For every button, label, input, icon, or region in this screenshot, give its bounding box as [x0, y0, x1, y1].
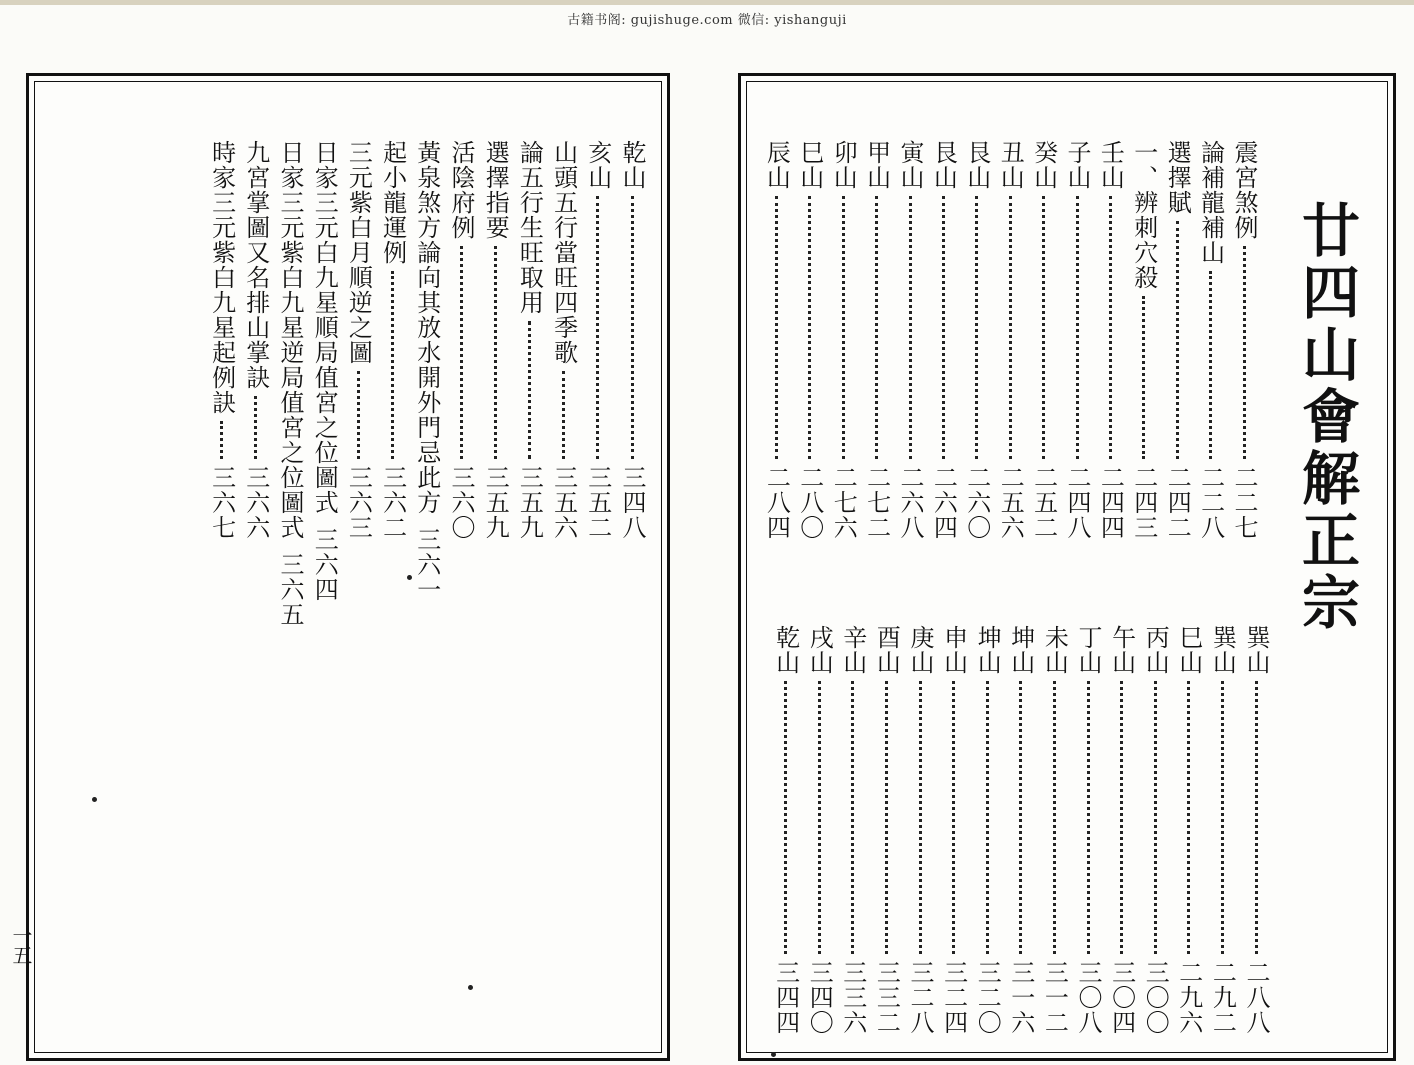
toc-entry-title: 論補龍補山 [1196, 140, 1225, 265]
toc-entry-title: 艮山 [929, 140, 958, 190]
toc-entry-page: 二六四 [929, 465, 958, 540]
dot-leader [1053, 681, 1056, 954]
toc-entry-title: 甲山 [862, 140, 891, 190]
dot-leader [875, 196, 878, 459]
dot-leader [919, 681, 922, 954]
toc-entry-title: 一、辨刺穴殺 [1129, 140, 1158, 290]
dot-leader [952, 681, 955, 954]
toc-entry-page: 三二四 [939, 960, 968, 1035]
toc-entry-page: 三四〇 [805, 960, 834, 1035]
dot-leader [775, 196, 778, 459]
book-title: 廿四山會解正宗 [1292, 200, 1360, 634]
dot-leader [842, 196, 845, 459]
toc-entry [1129, 140, 1158, 540]
ink-speck [468, 985, 473, 990]
dot-leader [631, 196, 634, 459]
toc-entry [939, 625, 968, 1035]
toc-entry-page: 三六七 [207, 465, 236, 540]
toc-entry-page: 三六〇 [447, 465, 475, 540]
toc-entry [481, 140, 510, 540]
toc-entry-page: 三三二 [872, 960, 901, 1035]
toc-entry-title: 時家三元紫白九星起例訣 [207, 140, 236, 415]
toc-entry-title: 戌山 [805, 625, 834, 675]
toc-entry-page: 三二八 [906, 960, 934, 1035]
dot-leader [885, 681, 888, 954]
dot-leader [975, 196, 978, 459]
toc-entry [1208, 625, 1237, 1035]
toc-entry-title: 寅山 [896, 140, 924, 190]
toc-entry-title: 選擇賦 [1163, 140, 1192, 215]
toc-entry-title: 日家三元白九星順局值宮之位圖式 [310, 140, 339, 515]
dot-leader [1087, 681, 1090, 954]
dot-leader [596, 196, 599, 459]
toc-entry-page: 二二七 [1230, 465, 1258, 540]
toc-entry [929, 140, 958, 540]
dot-leader [851, 681, 854, 954]
toc-entry-title: 巳山 [1174, 625, 1203, 675]
toc-entry-page: 二八四 [762, 465, 791, 540]
dot-leader [528, 321, 531, 459]
page-number: 一五 [9, 925, 33, 965]
dot-leader [1009, 196, 1012, 459]
toc-entry-title: 坤山 [1006, 625, 1035, 675]
dot-leader [1176, 221, 1179, 459]
dot-leader [254, 396, 257, 459]
toc-entry-page: 二八〇 [795, 465, 824, 540]
toc-entry [207, 140, 236, 540]
toc-entry-title: 坤山 [973, 625, 1002, 675]
toc-entry-title: 壬山 [1096, 140, 1125, 190]
toc-entry-page: 三五六 [549, 465, 578, 540]
toc-entry-title: 巳山 [795, 140, 824, 190]
toc-entry-page: 三四四 [771, 960, 800, 1035]
toc-entry-title: 子山 [1063, 140, 1091, 190]
dot-leader [1154, 681, 1157, 954]
ink-speck [407, 575, 412, 580]
toc-entry [1163, 140, 1192, 540]
toc-entry-title: 黃泉煞方論向其放水開外門忌此方 [412, 140, 441, 515]
toc-entry-page: 三〇四 [1107, 960, 1136, 1035]
toc-entry-title: 辛山 [838, 625, 867, 675]
toc-entry [862, 140, 891, 540]
toc-entry-page: 二六八 [896, 465, 924, 540]
toc-entry-title: 丁山 [1074, 625, 1102, 675]
toc-entry-title: 辰山 [762, 140, 791, 190]
dot-leader [494, 246, 497, 459]
toc-entry-page: 三一六 [1006, 960, 1035, 1035]
dot-leader [1120, 681, 1123, 954]
toc-entry-title: 乾山 [618, 140, 646, 190]
dot-leader [1187, 681, 1190, 954]
dot-leader [1255, 681, 1258, 954]
toc-entry-title: 論五行生旺取用 [515, 140, 544, 315]
dot-leader [391, 271, 394, 459]
toc-entry [838, 625, 867, 1035]
dot-leader [1243, 246, 1246, 459]
toc-entry [762, 140, 791, 540]
toc-entry [973, 625, 1002, 1035]
toc-entry-page: 三二〇 [973, 960, 1002, 1035]
toc-entry-page: 二二八 [1196, 465, 1225, 540]
toc-entry [583, 140, 612, 540]
toc-entry-title: 丑山 [996, 140, 1025, 190]
toc-entry-title: 起小龍運例 [378, 140, 407, 265]
toc-entry-page: 二六〇 [962, 465, 991, 540]
toc-entry-title: 午山 [1107, 625, 1136, 675]
toc-entry [1141, 625, 1170, 1035]
toc-entry [449, 140, 473, 540]
dot-leader [1042, 196, 1045, 459]
toc-entry [898, 140, 922, 540]
dot-leader [1109, 196, 1112, 459]
toc-entry [1232, 140, 1256, 540]
toc-entry [241, 140, 270, 540]
toc-entry-page: 二九二 [1208, 960, 1237, 1035]
toc-entry-page: 三六三 [344, 465, 373, 540]
ink-speck [92, 797, 97, 802]
toc-entry [1040, 625, 1069, 1035]
toc-entry-title: 選擇指要 [481, 140, 510, 240]
toc-entry-page: 二八八 [1242, 960, 1270, 1035]
toc-entry-title: 乾山 [771, 625, 800, 675]
toc-entry-title: 九宮掌圖又名排山掌訣 [241, 140, 270, 390]
toc-entry-page: 三五九 [515, 465, 544, 540]
toc-entry-title: 日家三元紫白九星逆局值宮之位圖式 [276, 140, 304, 540]
dot-leader [1221, 681, 1224, 954]
toc-entry-page: 二四四 [1096, 465, 1125, 540]
toc-entry [620, 140, 644, 540]
toc-entry [1096, 140, 1125, 540]
dot-leader [909, 196, 912, 459]
toc-entry [1076, 625, 1100, 1035]
toc-entry-title: 活陰府例 [447, 140, 475, 240]
toc-entry-page: 三四八 [618, 465, 646, 540]
dot-leader [818, 681, 821, 954]
toc-entry-title: 巽山 [1242, 625, 1270, 675]
toc-entry [276, 140, 304, 627]
toc-entry-title: 癸山 [1029, 140, 1058, 190]
toc-entry-title: 巽山 [1208, 625, 1237, 675]
toc-entry [1244, 625, 1268, 1035]
toc-entry-title: 山頭五行當旺四季歌 [549, 140, 578, 365]
toc-entry-page: 二四三 [1129, 465, 1158, 540]
toc-entry [872, 625, 901, 1035]
toc-entry-page: 二五二 [1029, 465, 1058, 540]
toc-entry-title: 庚山 [906, 625, 934, 675]
ink-speck [771, 1052, 776, 1057]
toc-entry [310, 140, 339, 602]
toc-entry [378, 140, 407, 540]
dot-leader [1209, 271, 1212, 459]
toc-entry-page: 二四八 [1063, 465, 1091, 540]
toc-entry-page: 三〇八 [1074, 960, 1102, 1035]
toc-entry [996, 140, 1025, 540]
toc-entry [962, 140, 991, 540]
toc-entry-page: 三六五 [276, 552, 304, 627]
toc-entry-page: 三三六 [838, 960, 867, 1035]
dot-leader [220, 421, 223, 459]
dot-leader [808, 196, 811, 459]
toc-entry-page: 三六二 [378, 465, 407, 540]
toc-entry [1029, 140, 1058, 540]
toc-entry-page: 二九六 [1174, 960, 1203, 1035]
dot-leader [942, 196, 945, 459]
toc-entry [795, 140, 824, 540]
toc-entry-page: 二七六 [829, 465, 858, 540]
dot-leader [1076, 196, 1079, 459]
toc-entry [805, 625, 834, 1035]
toc-entry-title: 亥山 [583, 140, 612, 190]
toc-entry [1107, 625, 1136, 1035]
toc-entry-page: 三六四 [310, 527, 339, 602]
toc-entry-page: 三〇〇 [1141, 960, 1170, 1035]
toc-entry-title: 卯山 [829, 140, 858, 190]
toc-entry [515, 140, 544, 540]
toc-entry-title: 酉山 [872, 625, 901, 675]
dot-leader [784, 681, 787, 954]
toc-entry-page: 三六六 [241, 465, 270, 540]
toc-entry-title: 艮山 [962, 140, 991, 190]
watermark-header: 古籍书阁: gujishuge.com 微信: yishanguji [567, 13, 847, 28]
toc-entry-title: 丙山 [1141, 625, 1170, 675]
toc-entry [908, 625, 932, 1035]
toc-entry-title: 未山 [1040, 625, 1069, 675]
toc-entry-title: 震宮煞例 [1230, 140, 1258, 240]
toc-entry [549, 140, 578, 540]
toc-entry [829, 140, 858, 540]
toc-entry [771, 625, 800, 1035]
toc-entry [1196, 140, 1225, 540]
toc-entry-page: 二七二 [862, 465, 891, 540]
dot-leader [1019, 681, 1022, 954]
top-edge-bar [0, 0, 1414, 5]
toc-entry [1174, 625, 1203, 1035]
toc-entry [1065, 140, 1089, 540]
toc-entry-page: 二五六 [996, 465, 1025, 540]
toc-entry-page: 三五九 [481, 465, 510, 540]
toc-entry-page: 二四二 [1163, 465, 1192, 540]
toc-entry [412, 140, 441, 602]
toc-entry [1006, 625, 1035, 1035]
toc-entry-page: 三五二 [583, 465, 612, 540]
toc-entry-page: 三一二 [1040, 960, 1069, 1035]
toc-entry-title: 三元紫白月順逆之圖 [344, 140, 373, 365]
dot-leader [1142, 296, 1145, 459]
toc-entry-title: 申山 [939, 625, 968, 675]
dot-leader [460, 246, 463, 459]
dot-leader [562, 371, 565, 459]
toc-entry-page: 三六一 [412, 527, 441, 602]
dot-leader [986, 681, 989, 954]
toc-entry [344, 140, 373, 540]
dot-leader [357, 371, 360, 459]
